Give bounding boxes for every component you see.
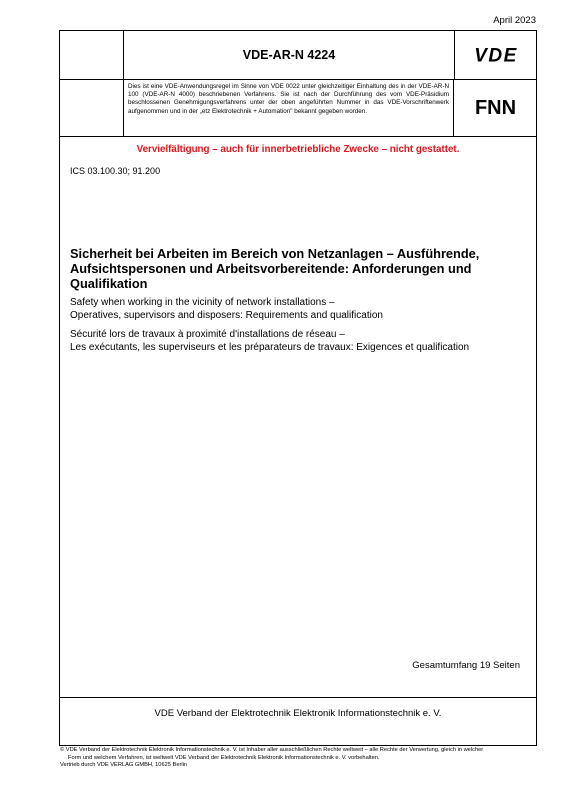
title-english [70,296,530,322]
title-german: Sicherheit bei Arbeiten im Bereich von Netzanlagen – Ausführende, Aufsichtspersonen und Arbeitsvorbereitende: Anforderungen und Qualifikation [70,246,480,291]
copy-notice: Vervielfältigung – auch für innerbetriebliche Zwecke – nicht gestattet. [136,144,460,155]
svg-text:VDE: VDE [473,45,518,65]
footer [60,747,540,770]
title-english-line-1: Safety when working in the vicinity of network installations – [70,297,335,308]
title-french-line-1: Sécurité lors de travaux à proximité d'installations de réseau – [70,329,345,340]
vde-logo-icon [463,45,529,65]
empty-header-cell [60,31,124,79]
empty-description-cell [60,80,124,136]
committee-label: FNN [474,96,517,119]
title-french [70,328,540,354]
header-row [60,31,536,80]
copyright-line-2: Form und welchem Verfahren, ist weltweit VDE Verband der Elektrotechnik Elektronik Informationstechnik e. V. vorbehalten. [68,754,380,761]
ics-code: ICS 03.100.30; 91.200 [70,166,161,176]
distribution-note: Vertrieb durch VDE VERLAG GMBH, 10625 Berlin [60,762,188,769]
publication-date: April 2023 [493,15,536,26]
publisher-name: VDE Verband der Elektrotechnik Elektronik Informationstechnik e. V. [154,708,442,719]
total-pages: Gesamtumfang 19 Seiten [412,660,520,671]
title-english-line-2: Operatives, supervisors and disposers: Requirements and qualification [70,310,383,321]
publisher-divider [60,697,536,698]
title-french-line-2: Les exécutants, les superviseurs et les préparateurs de travaux: Exigences et qualification [70,342,470,353]
header-description-row [60,80,536,137]
standard-description: Dies ist eine VDE-Anwendungsregel im Sinne von VDE 0022 unter gleichzeitiger Einhaltung des in der VDE-AR-N 100 (VDE-AR-N 4000) beschriebenen Verfahrens. Sie ist nach der Durchführung des vom VDE-Präsidium beschlossenen Genehmigungsverfahrens unter der oben angeführten Nummer in das VDE-Vorschriftenwerk aufgenommen und in der „etz Elektrotechnik + Automation" bekannt gegeben worden. [124,80,454,136]
vde-logo [455,31,536,79]
cover-frame [59,30,537,746]
copyright-line-1: © VDE Verband der Elektrotechnik Elektronik Informationstechnik e. V. ist Inhaber aller ausschließlichen Rechte weltweit – alle Rechte der Verwertung, gleich in welcher [60,747,484,753]
standard-id: VDE-AR-N 4224 [124,31,455,79]
